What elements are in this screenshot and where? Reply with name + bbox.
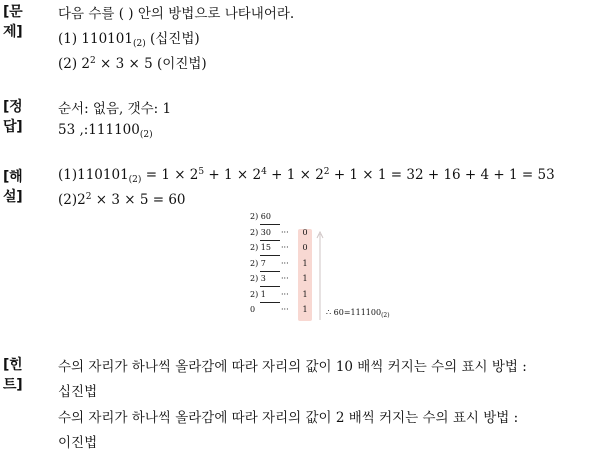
hint-line-3: 수의 자리가 하나씩 올라감에 따라 자리의 값이 2 배씩 커지는 수의 표시 방법 : [58, 410, 519, 426]
division-result [326, 308, 390, 319]
answer-label: [정답] [3, 99, 23, 135]
division-quotient: 2) 1 [250, 289, 266, 299]
division-quotient: 0 [250, 305, 256, 314]
hint-line-2: 십진법 [58, 384, 98, 400]
expl1-exp3: 2 [323, 167, 330, 177]
expl2-suffix: × 3 × 5 = 60 [91, 192, 186, 208]
division-dots: ··· [281, 289, 289, 299]
answer-values-base: (2) [139, 130, 153, 140]
division-underline [260, 240, 280, 241]
division-remainder: 0 [302, 227, 308, 237]
problem-item-1 [58, 27, 200, 49]
expl1-prefix: (1)110101 [58, 167, 129, 183]
problem-item-1-base: (2) [132, 39, 146, 49]
division-underline [260, 271, 280, 272]
division-remainder: 1 [302, 258, 308, 268]
division-underline [260, 255, 280, 256]
explanation-line-2 [58, 192, 186, 208]
expl1-c: + 1 × 2 [266, 167, 324, 183]
problem-item-2-text: (2) 2 [58, 56, 91, 72]
division-dots: ··· [281, 258, 289, 268]
answer-values [58, 122, 153, 140]
problem-label: [문제] [3, 4, 23, 40]
expl2-exp: 2 [85, 192, 92, 202]
explanation-line-1 [58, 167, 555, 185]
problem-item-1-method: (십진법) [145, 31, 200, 47]
division-remainder: 1 [302, 305, 308, 314]
problem-instruction: 다음 수를 ( ) 안의 방법으로 나타내어라. [58, 6, 295, 22]
answer-meta: 순서: 없음, 갯수: 1 [58, 101, 172, 117]
division-underline [260, 302, 280, 303]
hint-label: [힌트] [3, 357, 23, 393]
explanation-label: [해설] [3, 169, 23, 205]
division-quotient: 2) 3 [250, 274, 266, 283]
division-remainder: 0 [302, 243, 308, 252]
problem-item-1-text: (1) 110101 [58, 31, 133, 47]
expl2-prefix: (2)2 [58, 192, 86, 208]
division-result-text: ∴ 60=111100 [326, 308, 382, 317]
division-quotient: 2) 15 [250, 243, 271, 252]
hint-line-1: 수의 자리가 하나씩 올라감에 따라 자리의 값이 10 배씩 커지는 수의 표시 방법 : [58, 359, 527, 375]
expl1-base: (2) [128, 175, 142, 185]
expl1-exp2: 4 [261, 167, 267, 177]
division-quotient: 2) 7 [250, 258, 266, 268]
division-dots: ··· [281, 243, 289, 252]
division-dots: ··· [281, 274, 289, 283]
division-dots: ··· [281, 227, 289, 237]
division-quotient: 2) 60 [250, 212, 271, 221]
expl1-b: + 1 × 2 [204, 167, 262, 183]
division-remainder: 1 [302, 289, 308, 299]
expl1-exp1: 5 [198, 167, 205, 177]
expl1-d: + 1 × 1 = 32 + 16 + 4 + 1 = 53 [329, 167, 555, 183]
problem-item-2-method: × 3 × 5 (이진법) [95, 56, 207, 72]
problem-item-2-exp: 2 [90, 56, 96, 66]
read-up-arrow-icon [315, 230, 325, 322]
answer-values-text: 53 ,:111100 [58, 122, 140, 138]
division-underline [260, 224, 280, 225]
problem-item-2 [58, 52, 207, 72]
hint-line-4: 이진법 [58, 435, 98, 451]
division-dots: ··· [281, 305, 289, 314]
division-quotient: 2) 30 [250, 227, 271, 237]
division-result-base: (2) [381, 312, 390, 319]
binary-division-diagram [250, 212, 410, 324]
expl1-a: = 1 × 2 [141, 167, 199, 183]
division-underline [260, 286, 280, 287]
division-remainder: 1 [302, 274, 308, 283]
